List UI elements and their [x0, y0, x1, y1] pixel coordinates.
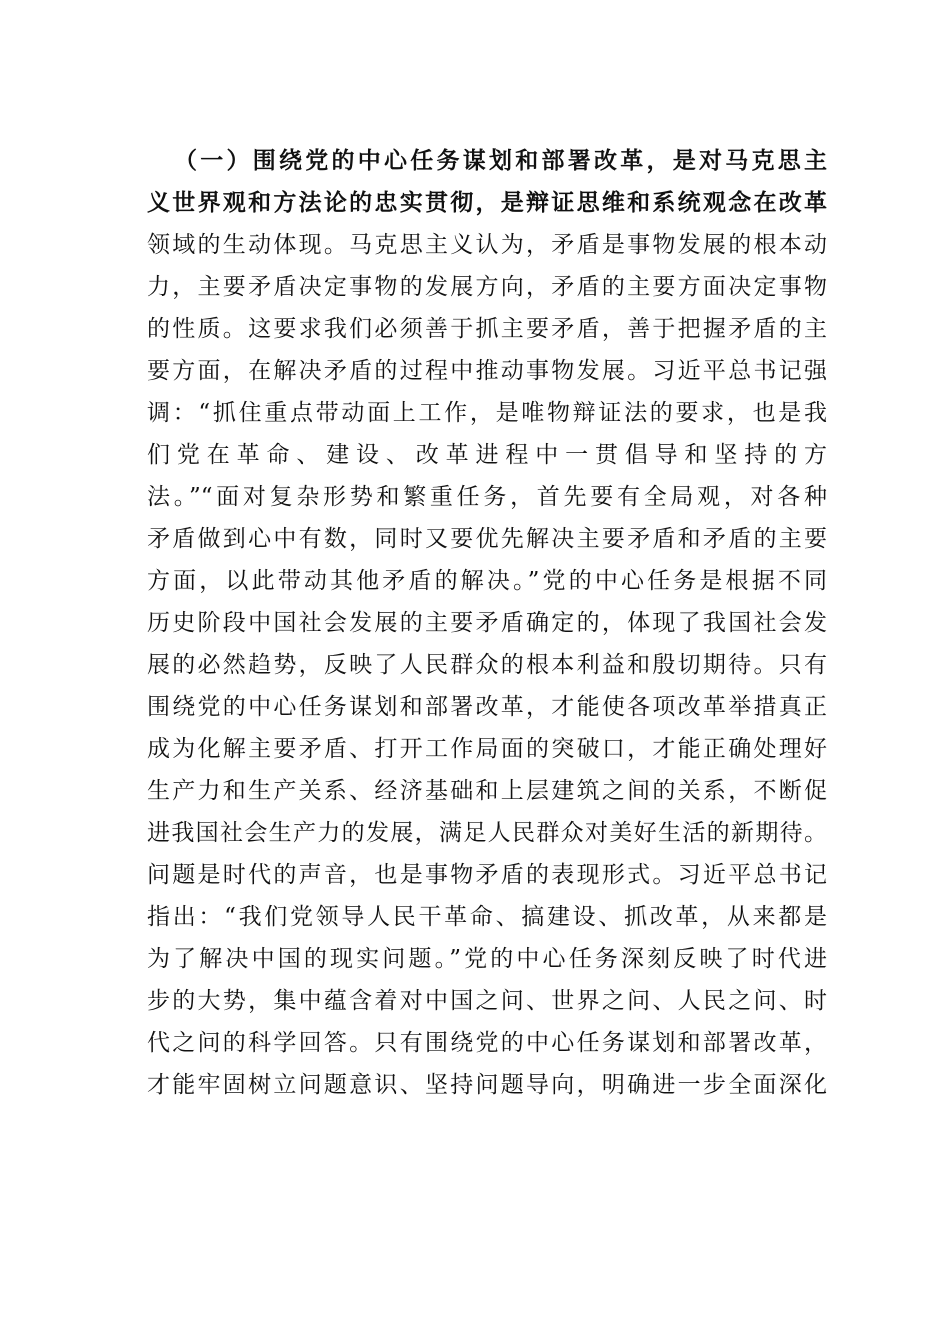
paragraph-line: 展的必然趋势，反映了人民群众的根本利益和殷切期待。只有	[147, 652, 827, 678]
paragraph-line: 才能牢固树立问题意识、坚持问题导向，明确进一步全面深化	[147, 1072, 827, 1098]
paragraph-line: 问题是时代的声音，也是事物矛盾的表现形式。习近平总书记	[147, 862, 827, 888]
paragraph-line: 矛盾做到心中有数，同时又要优先解决主要矛盾和矛盾的主要	[147, 526, 827, 552]
paragraph-line: 进我国社会生产力的发展，满足人民群众对美好生活的新期待。	[147, 820, 827, 846]
paragraph-line: 领域的生动体现。马克思主义认为，矛盾是事物发展的根本动	[147, 232, 827, 258]
paragraph-line: 法。”“面对复杂形势和繁重任务，首先要有全局观，对各种	[147, 484, 827, 510]
paragraph-line: 为了解决中国的现实问题。”党的中心任务深刻反映了时代进	[147, 946, 827, 972]
paragraph-line: 义世界观和方法论的忠实贯彻，是辩证思维和系统观念在改革	[147, 189, 827, 216]
paragraph-line: 调：“抓住重点带动面上工作，是唯物辩证法的要求，也是我	[147, 400, 827, 426]
paragraph-line: 指出：“我们党领导人民干革命、搞建设、抓改革，从来都是	[147, 904, 827, 930]
paragraph-line: 生产力和生产关系、经济基础和上层建筑之间的关系，不断促	[147, 778, 827, 804]
paragraph-line: 要方面，在解决矛盾的过程中推动事物发展。习近平总书记强	[147, 358, 827, 384]
paragraph-line: 方面，以此带动其他矛盾的解决。”党的中心任务是根据不同	[147, 568, 827, 594]
paragraph-line: 代之问的科学回答。只有围绕党的中心任务谋划和部署改革，	[147, 1030, 827, 1056]
paragraph-line: 成为化解主要矛盾、打开工作局面的突破口，才能正确处理好	[147, 736, 827, 762]
paragraph-line: 们党在革命、建设、改革进程中一贯倡导和坚持的方	[147, 442, 827, 468]
paragraph-line: （一）围绕党的中心任务谋划和部署改革，是对马克思主	[174, 147, 827, 174]
paragraph-line: 力，主要矛盾决定事物的发展方向，矛盾的主要方面决定事物	[147, 274, 827, 300]
paragraph-line: 的性质。这要求我们必须善于抓主要矛盾，善于把握矛盾的主	[147, 316, 827, 342]
paragraph-line: 历史阶段中国社会发展的主要矛盾确定的，体现了我国社会发	[147, 610, 827, 636]
body-paragraph	[147, 140, 827, 1106]
paragraph-line: 围绕党的中心任务谋划和部署改革，才能使各项改革举措真正	[147, 694, 827, 720]
paragraph-line: 步的大势，集中蕴含着对中国之问、世界之问、人民之问、时	[147, 988, 827, 1014]
